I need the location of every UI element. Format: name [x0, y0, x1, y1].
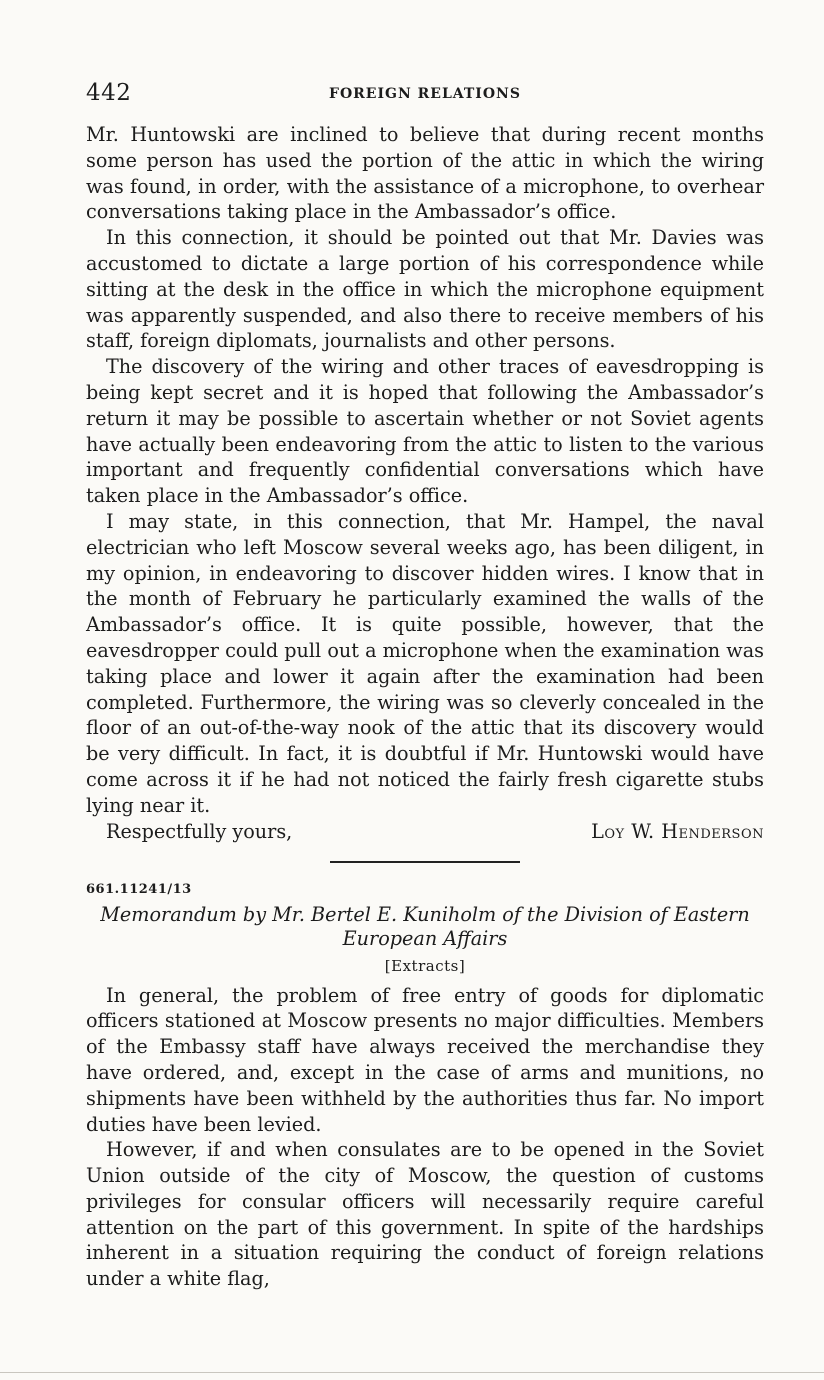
memo-file-number: 661.11241/13 — [86, 881, 192, 897]
running-head: FOREIGN RELATIONS — [329, 86, 521, 102]
signature: Loy W. Henderson — [591, 819, 764, 843]
body-text — [86, 122, 764, 1292]
memo-paragraph-2: However, if and when consulates are to be opened in the Soviet Union outside of the city of Moscow, the question of customs privileges for consular officers will necessarily require careful attention on the part of this government. In spite of the hardships inherent in a situation requiring the conduct of foreign relations under a white flag, — [86, 1138, 764, 1291]
letter-paragraph-3: The discovery of the wiring and other traces of eavesdropping is being kept secret and it is hoped that following the Ambassador’s return it may be possible to ascertain whether or not Soviet agents have actually been endeavoring from the attic to listen to the various important and frequently confidential conversations which have taken place in the Ambassador’s office. — [86, 355, 764, 508]
letter-paragraph-4: I may state, in this connection, that Mr. Hampel, the naval electrician who left Moscow several weeks ago, has been diligent, in my opinion, in endeavoring to discover hidden wires. I know that in the month of February he particularly examined the walls of the Ambassador’s office. It is quite possible, however, that the eavesdropper could pull out a microphone when the examination was taking place and lower it again after the examination had been completed. Furthermore, the wiring was so cleverly concealed in the floor of an out-of-the-way nook of the attic that its discovery would be very difficult. In fact, it is doubtful if Mr. Huntowski would have come across it if he had not noticed the fairly fresh cigarette stubs lying near it. — [86, 509, 764, 817]
page-header — [86, 80, 764, 110]
memo-title: Memorandum by Mr. Bertel E. Kuniholm of the Division of Eastern European Affairs — [100, 902, 750, 950]
section-divider — [330, 861, 520, 863]
memo-subtitle: [Extracts] — [384, 956, 466, 975]
page-bottom-edge — [0, 1372, 824, 1373]
letter-paragraph-1: Mr. Huntowski are inclined to believe that during recent months some person has used the portion of the attic in which the wiring was found, in order, with the assistance of a microphone, to overhear conversations taking place in the Ambassador’s office. — [86, 123, 764, 224]
complimentary-close: Respectfully yours, — [106, 819, 293, 843]
letter-closing — [86, 819, 764, 845]
letter-paragraph-2: In this connection, it should be pointed out that Mr. Davies was accustomed to dictate a large portion of his correspondence while sitting at the desk in the office in which the microphone equipment was apparently suspended, and also there to receive members of his staff, foreign diplomats, journalists and other persons. — [86, 226, 764, 353]
memo-paragraph-1: In general, the problem of free entry of goods for diplomatic officers stationed at Moscow presents no major difficulties. Members of the Embassy staff have always received the merchandise they have ordered, and, except in the case of arms and munitions, no shipments have been withheld by the authorities thus far. No import duties have been levied. — [86, 983, 764, 1136]
page-number: 442 — [86, 80, 132, 106]
